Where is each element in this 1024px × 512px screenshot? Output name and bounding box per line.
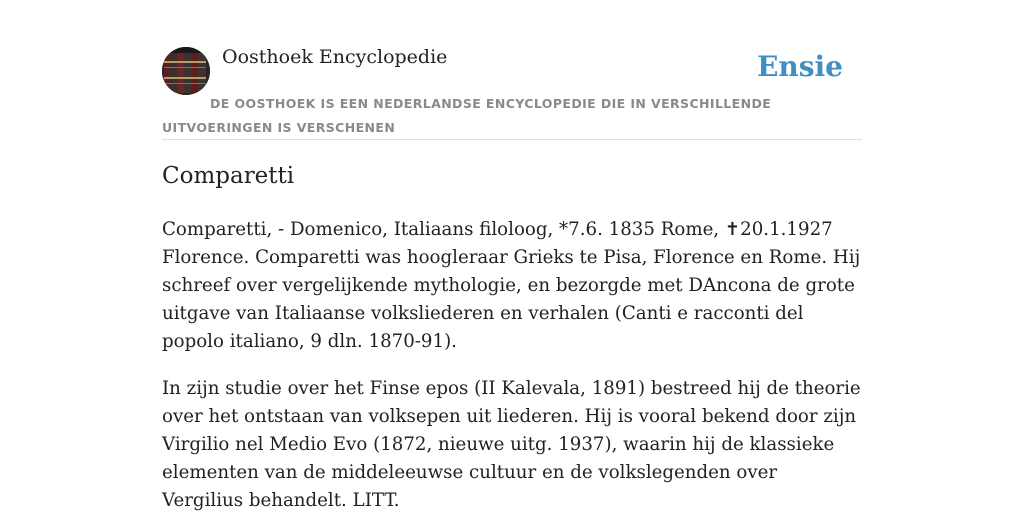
site-title[interactable]: Oosthoek Encyclopedie — [222, 46, 448, 68]
brand-logo[interactable]: Ensie — [757, 50, 843, 83]
site-header — [162, 44, 862, 140]
book-spines-icon[interactable] — [162, 47, 210, 95]
site-tagline: DE OOSTHOEK IS EEN NEDERLANDSE ENCYCLOPEDIE DIE IN VERSCHILLENDE UITVOERINGEN IS VERSCHENEN — [162, 96, 772, 135]
article-title: Comparetti — [162, 163, 295, 189]
article-body — [162, 216, 862, 512]
article-paragraph: Comparetti, - Domenico, Italiaans filoloog, *7.6. 1835 Rome, ✝20.1.1927 Florence. Comparetti was hoogleraar Grieks te Pisa, Florence en Rome. Hij schreef over vergelijkende mythologie, en bezorgde met DAncona de grote uitgave van Italiaanse volksliederen en verhalen (Canti e racconti del popolo italiano, 9 dln. 1870-91). — [162, 219, 861, 352]
header-divider — [162, 139, 862, 140]
article-paragraph: In zijn studie over het Finse epos (II Kalevala, 1891) bestreed hij de theorie over het ontstaan van volksepen uit liederen. Hij is vooral bekend door zijn Virgilio nel Medio Evo (1872, nieuwe uitg. 1937), waarin hij de klassieke elementen van de middeleeuwse cultuur en de volkslegenden over Vergilius behandelt. LITT. — [162, 378, 861, 511]
